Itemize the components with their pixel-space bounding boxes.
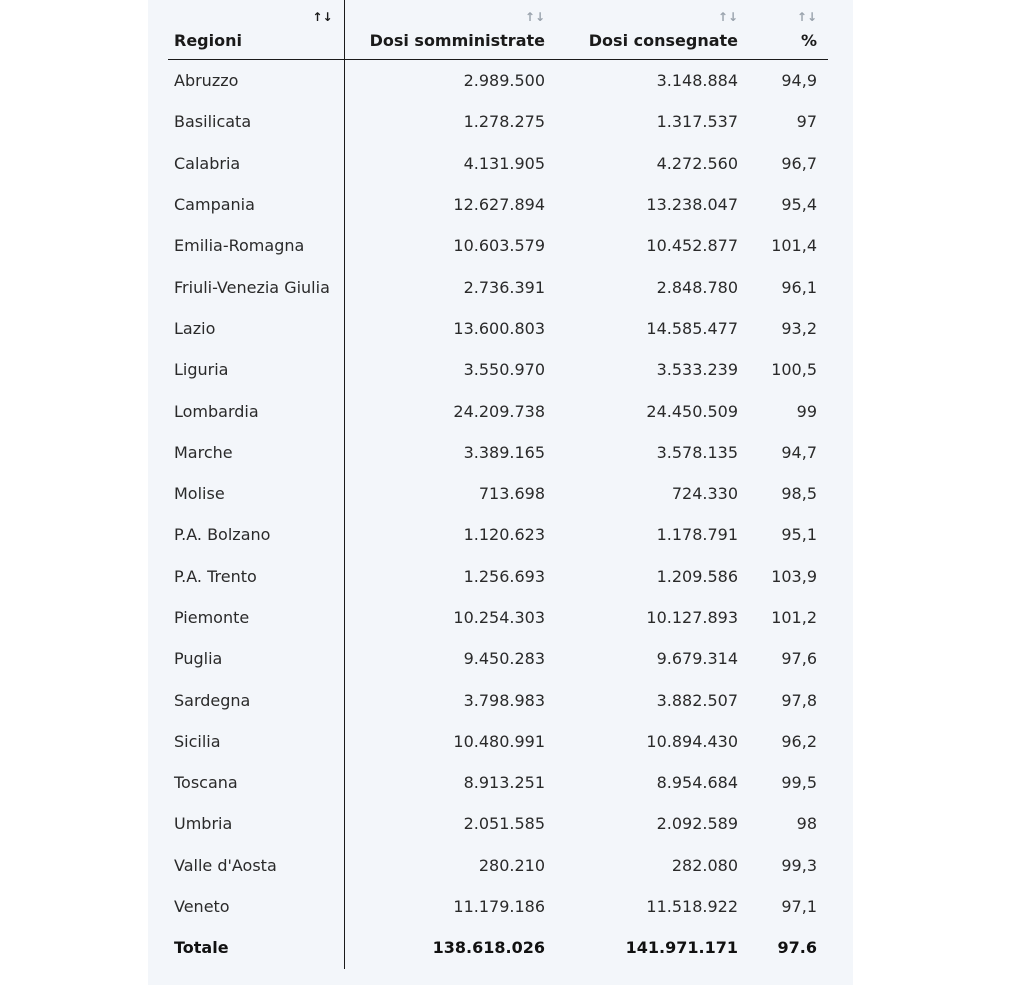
administered-cell: 3.550.970 [463, 360, 545, 380]
table-row [168, 886, 828, 927]
sort-arrows-icon[interactable]: ↑↓ [796, 10, 817, 24]
table-row [168, 184, 828, 225]
region-cell: Sardegna [168, 679, 344, 720]
delivered-cell: 10.894.430 [646, 731, 738, 751]
table-row [168, 473, 828, 514]
column-header-label: Dosi consegnate [588, 31, 738, 50]
region-cell: Totale [168, 927, 344, 968]
percent-cell: 97,8 [781, 690, 817, 710]
region-cell: Campania [168, 184, 344, 225]
table-row [168, 679, 828, 720]
percent-cell: 94,9 [781, 71, 817, 91]
administered-cell: 10.254.303 [453, 608, 545, 627]
table-row [168, 762, 828, 803]
region-cell: Lazio [168, 308, 344, 349]
administered-cell: 13.600.803 [453, 318, 545, 338]
percent-cell: 93,2 [781, 318, 817, 338]
administered-cell: 3.389.165 [463, 442, 545, 462]
table-row [168, 432, 828, 473]
vaccine-doses-table [168, 0, 828, 969]
region-cell: Marche [168, 432, 344, 473]
delivered-cell: 8.954.684 [656, 773, 738, 793]
percent-cell: 95,4 [781, 195, 817, 215]
delivered-cell: 11.518.922 [646, 897, 738, 917]
percent-cell: 98 [796, 814, 817, 834]
table-header-row [168, 0, 828, 60]
table-row [168, 101, 828, 142]
percent-cell: 96,1 [781, 277, 817, 297]
percent-cell: 96,7 [781, 153, 817, 173]
table-row [168, 308, 828, 349]
table-row [168, 266, 828, 307]
delivered-cell: 1.317.537 [656, 112, 738, 132]
sort-arrows-icon[interactable]: ↑↓ [717, 10, 738, 24]
administered-cell: 3.798.983 [463, 690, 545, 710]
column-header-percent[interactable] [749, 0, 828, 60]
administered-cell: 8.913.251 [463, 773, 545, 793]
table-row [168, 225, 828, 266]
percent-cell: 98,5 [781, 484, 817, 504]
delivered-cell: 3.578.135 [656, 442, 738, 462]
administered-cell: 138.618.026 [432, 938, 545, 958]
percent-cell: 103,9 [771, 566, 817, 586]
column-header-region[interactable] [168, 0, 344, 60]
administered-cell: 2.051.585 [463, 814, 545, 834]
percent-cell: 95,1 [781, 525, 817, 545]
region-cell: Molise [168, 473, 344, 514]
delivered-cell: 141.971.171 [625, 938, 738, 958]
region-cell: P.A. Bolzano [168, 514, 344, 555]
table-row [168, 390, 828, 431]
delivered-cell: 10.127.893 [646, 608, 738, 627]
percent-cell: 97.6 [777, 938, 817, 958]
percent-cell: 94,7 [781, 442, 817, 462]
administered-cell: 2.736.391 [463, 277, 545, 297]
delivered-cell: 3.148.884 [656, 71, 738, 91]
region-cell: Sicilia [168, 721, 344, 762]
column-header-label: % [800, 31, 817, 50]
table-row [168, 143, 828, 184]
administered-cell: 10.480.991 [453, 731, 545, 751]
delivered-cell: 2.848.780 [656, 277, 738, 297]
table-row [168, 556, 828, 597]
table-row [168, 60, 828, 102]
table-row [168, 597, 828, 638]
administered-cell: 24.209.738 [453, 401, 545, 421]
percent-cell: 97,1 [781, 897, 817, 917]
sort-arrows-icon[interactable]: ↑↓ [312, 10, 333, 24]
delivered-cell: 10.452.877 [646, 236, 738, 256]
region-cell: Valle d'Aosta [168, 845, 344, 886]
column-header-label: Dosi somministrate [369, 31, 545, 50]
delivered-cell: 1.209.586 [656, 566, 738, 586]
delivered-cell: 1.178.791 [656, 525, 738, 545]
percent-cell: 100,5 [771, 360, 817, 380]
delivered-cell: 3.882.507 [656, 690, 738, 710]
region-cell: Veneto [168, 886, 344, 927]
region-cell: Calabria [168, 143, 344, 184]
delivered-cell: 724.330 [671, 484, 738, 504]
percent-cell: 97 [796, 112, 817, 132]
region-cell: Piemonte [168, 597, 344, 638]
percent-cell: 101,2 [771, 608, 817, 627]
region-cell: Lombardia [168, 390, 344, 431]
percent-cell: 99,3 [781, 855, 817, 875]
administered-cell: 713.698 [478, 484, 545, 504]
table-row [168, 803, 828, 844]
region-cell: Puglia [168, 638, 344, 679]
region-cell: Abruzzo [168, 60, 344, 102]
column-header-administered[interactable] [344, 0, 558, 60]
delivered-cell: 2.092.589 [656, 814, 738, 834]
table-row [168, 514, 828, 555]
percent-cell: 96,2 [781, 731, 817, 751]
delivered-cell: 282.080 [671, 855, 738, 875]
administered-cell: 1.120.623 [463, 525, 545, 545]
administered-cell: 4.131.905 [463, 153, 545, 173]
delivered-cell: 4.272.560 [656, 153, 738, 173]
delivered-cell: 3.533.239 [656, 360, 738, 380]
column-header-delivered[interactable] [558, 0, 749, 60]
region-cell: Umbria [168, 803, 344, 844]
table-row [168, 638, 828, 679]
region-cell: Basilicata [168, 101, 344, 142]
region-cell: P.A. Trento [168, 556, 344, 597]
table-panel [148, 0, 853, 985]
region-cell: Toscana [168, 762, 344, 803]
administered-cell: 12.627.894 [453, 195, 545, 215]
administered-cell: 280.210 [478, 855, 545, 875]
administered-cell: 1.278.275 [463, 112, 545, 132]
table-body [168, 60, 828, 969]
table-row [168, 721, 828, 762]
percent-cell: 101,4 [771, 236, 817, 256]
sort-arrows-icon[interactable]: ↑↓ [524, 10, 545, 24]
delivered-cell: 14.585.477 [646, 318, 738, 338]
column-header-label: Regioni [174, 31, 242, 50]
administered-cell: 11.179.186 [453, 897, 545, 917]
region-cell: Liguria [168, 349, 344, 390]
administered-cell: 2.989.500 [463, 71, 545, 91]
percent-cell: 97,6 [781, 649, 817, 669]
table-row [168, 349, 828, 390]
region-cell: Emilia-Romagna [168, 225, 344, 266]
percent-cell: 99,5 [781, 773, 817, 793]
administered-cell: 9.450.283 [463, 649, 545, 669]
percent-cell: 99 [796, 401, 817, 421]
table-row [168, 845, 828, 886]
delivered-cell: 13.238.047 [646, 195, 738, 215]
delivered-cell: 24.450.509 [646, 401, 738, 421]
administered-cell: 10.603.579 [453, 236, 545, 256]
administered-cell: 1.256.693 [463, 566, 545, 586]
region-cell: Friuli-Venezia Giulia [168, 266, 344, 307]
total-row [168, 927, 828, 968]
delivered-cell: 9.679.314 [656, 649, 738, 669]
